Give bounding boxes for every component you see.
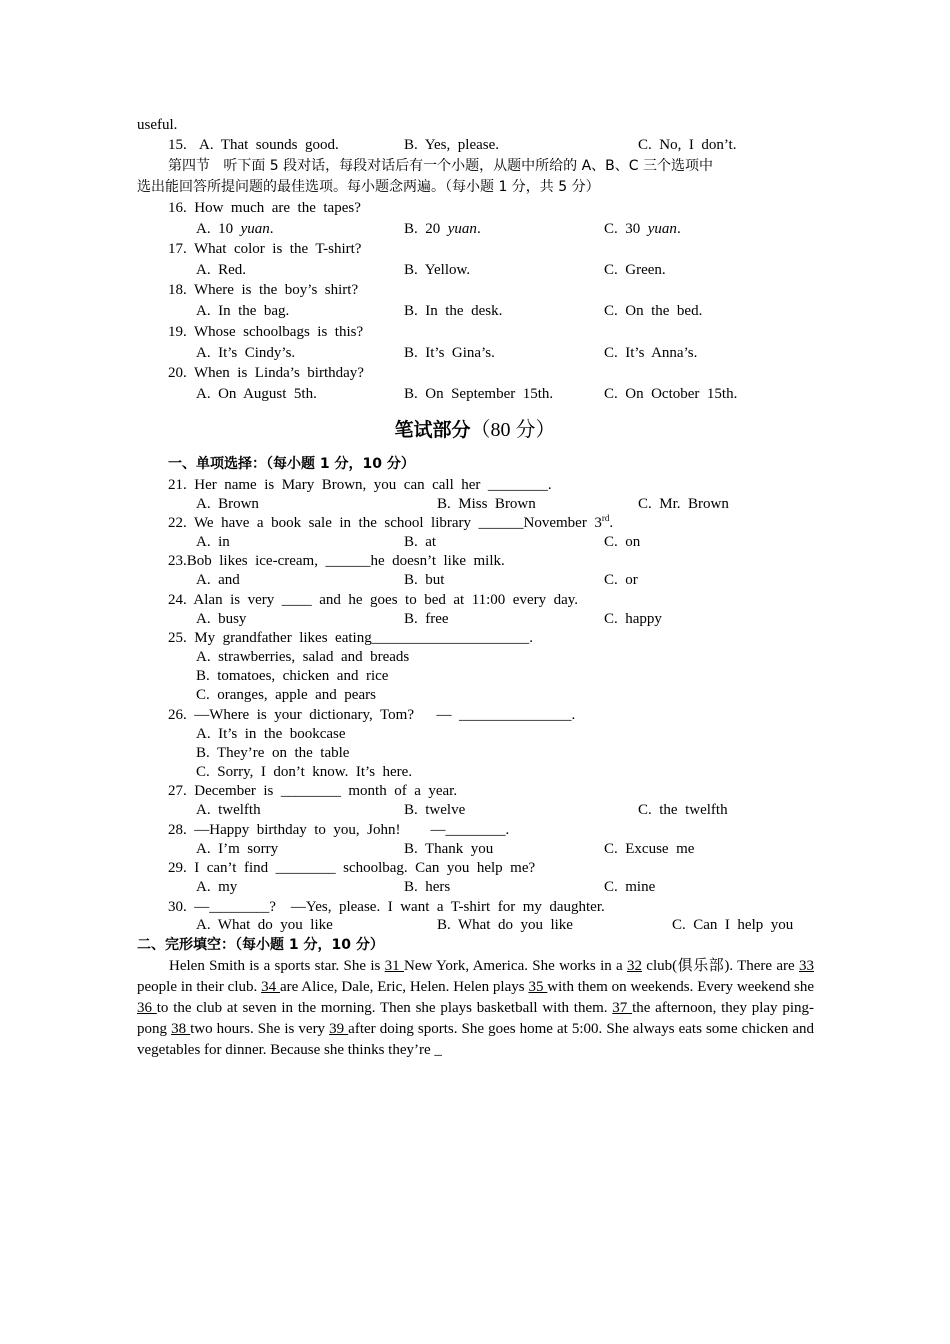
blank-37: 37 (612, 1000, 633, 1016)
q21-option-c: C. Mr. Brown (638, 496, 729, 512)
q18-option-b: B. In the desk. (404, 303, 503, 319)
q30-option-c: C. Can I help you (672, 917, 794, 933)
blank-35: 35 (528, 979, 548, 995)
q19-option-c: C. It’s Anna’s. (604, 345, 698, 361)
q17-option-a: A. Red. (196, 262, 246, 278)
q29-option-a: A. my (196, 879, 238, 895)
q16-option-a: A. 10 yuan. (196, 221, 274, 237)
q20-option-c: C. On October 15th. (604, 386, 738, 402)
q29-option-c: C. mine (604, 879, 656, 895)
q23-option-a: A. and (196, 572, 240, 588)
q24-question: 24. Alan is very ____ and he goes to bed at 11:00 every day. (168, 592, 579, 608)
q17-option-b: B. Yellow. (404, 262, 471, 278)
q28-option-a: A. I’m sorry (196, 841, 279, 857)
q21-option-a: A. Brown (196, 496, 259, 512)
blank-34: 34 (261, 979, 280, 995)
q23-question: 23.Bob likes ice-cream, ______he doesn’t like milk. (168, 553, 505, 569)
q15-number: 15. (168, 137, 187, 153)
written-section-title (0, 416, 950, 444)
q25-question: 25. My grandfather likes eating_____________________. (168, 630, 533, 646)
q23-option-b: B. but (404, 572, 445, 588)
q24-option-c: C. happy (604, 611, 662, 627)
q28-option-b: B. Thank you (404, 841, 494, 857)
q17-question: 17. What color is the T-shirt? (168, 241, 362, 257)
cloze-passage: Helen Smith is a sports star. She is 31 New York, America. She works in a 32 club(俱乐部). There are 33 people in their club. 34 are Alice, Dale, Eric, Helen. Helen plays 35 with them on weekends. Every weekend she 36 to the club at seven in the morning. Then she plays basketball with them. 37 the afternoon, they play ping-pong 38 two hours. She is very 39 after doing sports. She goes home at 5:00. She always eats some chicken and vegetables for dinner. Because she thinks they’re _ (137, 958, 815, 1058)
q26-option-a: A. It’s in the bookcase (196, 726, 346, 742)
q22-question: 22. We have a book sale in the school library ______November 3rd. (168, 513, 614, 531)
blank-38: 38 (171, 1021, 191, 1037)
q27-option-b: B. twelve (404, 802, 466, 818)
written-section-title-bold: 笔试部分 (394, 419, 471, 441)
q28-question: 28. —Happy birthday to you, John! —________. (168, 822, 510, 838)
q28-option-c: C. Excuse me (604, 841, 695, 857)
q19-option-b: B. It’s Gina’s. (404, 345, 495, 361)
q15-option-c: C. No, I don’t. (638, 137, 737, 153)
q27-option-a: A. twelfth (196, 802, 261, 818)
q17-option-c: C. Green. (604, 262, 666, 278)
q18-option-a: A. In the bag. (196, 303, 290, 319)
q29-option-b: B. hers (404, 879, 451, 895)
part2-heading: 二、完形填空：（每小题 1 分，10 分） (137, 937, 384, 953)
q15-option-a: A. That sounds good. (199, 137, 339, 153)
blank-32: 32 (627, 958, 642, 974)
q16-option-b: B. 20 yuan. (404, 221, 481, 237)
q16-question: 16. How much are the tapes? (168, 200, 361, 216)
q20-option-b: B. On September 15th. (404, 386, 554, 402)
q30-option-b: B. What do you like (437, 917, 573, 933)
q30-question: 30. —________? —Yes, please. I want a T-shirt for my daughter. (168, 899, 605, 915)
blank-39: 39 (329, 1021, 349, 1037)
q19-option-a: A. It’s Cindy’s. (196, 345, 296, 361)
blank-31: 31 (384, 958, 404, 974)
q22-option-b: B. at (404, 534, 437, 550)
q22-option-c: C. on (604, 534, 641, 550)
q24-option-b: B. free (404, 611, 449, 627)
q15-option-b: B. Yes, please. (404, 137, 500, 153)
q24-option-a: A. busy (196, 611, 247, 627)
q23-option-c: C. or (604, 572, 638, 588)
q26-option-b: B. They’re on the table (196, 745, 350, 761)
q21-question: 21. Her name is Mary Brown, you can call her ________. (168, 477, 552, 493)
q27-question: 27. December is ________ month of a year. (168, 783, 458, 799)
q22-option-a: A. in (196, 534, 230, 550)
q20-option-a: A. On August 5th. (196, 386, 317, 402)
q18-question: 18. Where is the boy’s shirt? (168, 282, 359, 298)
q20-question: 20. When is Linda’s birthday? (168, 365, 364, 381)
q21-option-b: B. Miss Brown (437, 496, 536, 512)
section4-instruction-line1: 第四节 听下面 5 段对话，每段对话后有一个小题，从题中所给的 A、B、C 三个选项中 (168, 158, 714, 174)
section4-instruction-line2: 选出能回答所提问题的最佳选项。每小题念两遍。（每小题 1 分，共 5 分） (137, 179, 600, 195)
written-section-score: （80 分） (470, 419, 556, 441)
q26-option-c: C. Sorry, I don’t know. It’s here. (196, 764, 413, 780)
q16-option-c: C. 30 yuan. (604, 221, 681, 237)
q25-option-c: C. oranges, apple and pears (196, 687, 376, 703)
q18-option-c: C. On the bed. (604, 303, 703, 319)
q19-question: 19. Whose schoolbags is this? (168, 324, 364, 340)
q26-question: 26. —Where is your dictionary, Tom? — _______________. (168, 707, 576, 723)
q27-option-c: C. the twelfth (638, 802, 728, 818)
blank-36: 36 (137, 1000, 157, 1016)
q25-option-a: A. strawberries, salad and breads (196, 649, 410, 665)
q29-question: 29. I can’t find ________ schoolbag. Can you help me? (168, 860, 536, 876)
continued-text: useful. (137, 117, 178, 133)
q25-option-b: B. tomatoes, chicken and rice (196, 668, 389, 684)
part1-heading: 一、单项选择：（每小题 1 分，10 分） (168, 456, 415, 472)
blank-33: 33 (799, 958, 815, 974)
q30-option-a: A. What do you like (196, 917, 333, 933)
